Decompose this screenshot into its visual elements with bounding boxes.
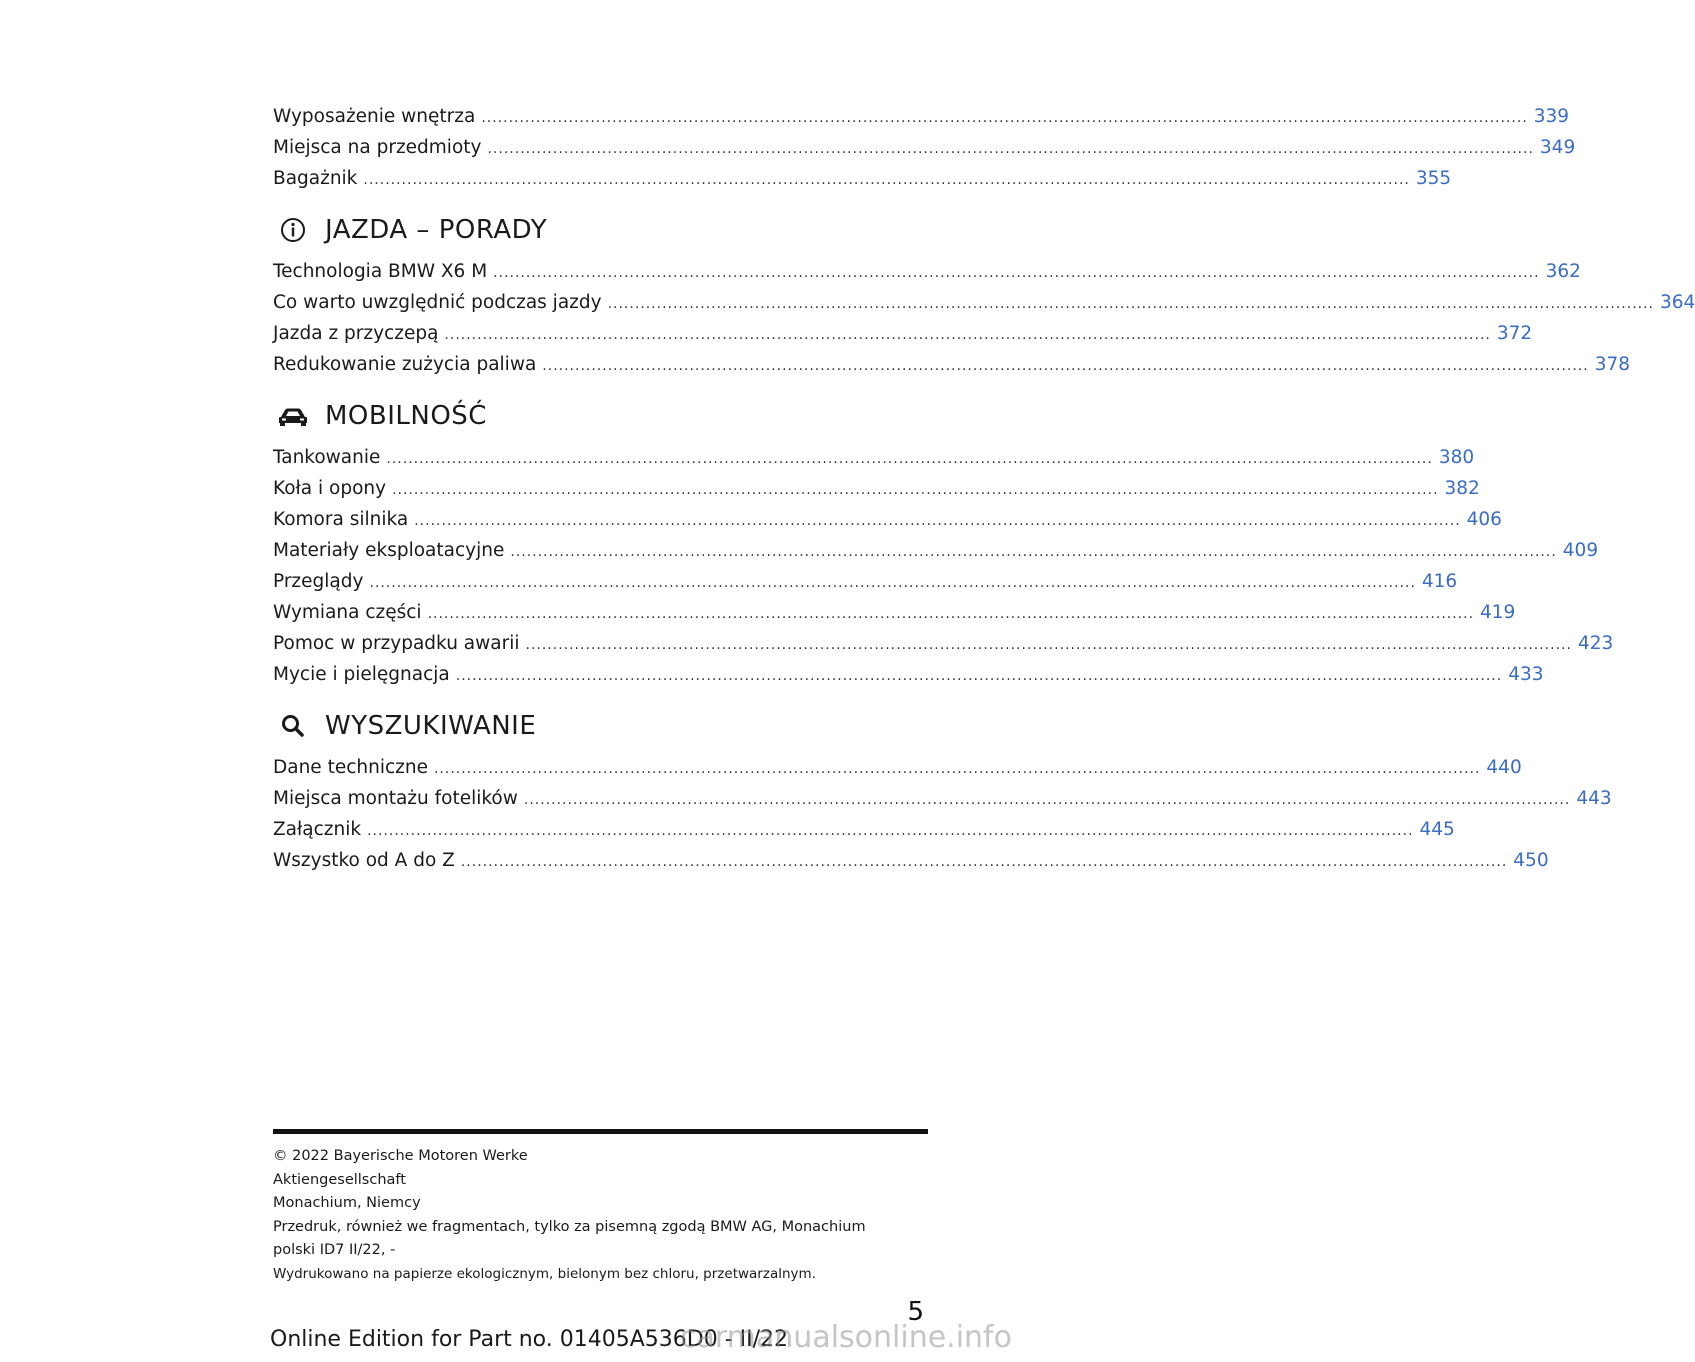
toc-entry-label: Koła i opony	[273, 478, 387, 499]
leader-dots	[428, 599, 1474, 630]
toc-entry-label: Technologia BMW X6 M	[273, 261, 488, 282]
watermark: carmanualsonline.info	[680, 1320, 1012, 1355]
toc-entry-page[interactable]: 339	[1533, 106, 1570, 127]
search-icon	[275, 708, 311, 744]
section-title: MOBILNOŚĆ	[325, 401, 487, 431]
company-line: Aktiengesellschaft	[273, 1171, 406, 1188]
toc-entry[interactable]	[273, 256, 1581, 287]
toc-entry[interactable]	[273, 349, 1631, 380]
toc-entry-page[interactable]: 409	[1562, 540, 1599, 561]
toc-entry-label: Materiały eksploatacyjne	[273, 540, 505, 561]
toc-entry[interactable]	[273, 752, 1522, 783]
toc-entry[interactable]	[273, 628, 1614, 659]
leader-dots	[542, 351, 1588, 382]
leader-dots	[367, 816, 1413, 847]
leader-dots	[392, 475, 1438, 506]
section-title: WYSZUKIWANIE	[325, 711, 537, 741]
toc-entry-label: Wyposażenie wnętrza	[273, 106, 476, 127]
leader-dots	[386, 444, 1432, 475]
toc-entry[interactable]	[273, 163, 1452, 194]
leader-dots	[526, 630, 1572, 661]
leader-dots	[369, 568, 1415, 599]
leader-dots	[434, 754, 1480, 785]
toc-entry[interactable]	[273, 101, 1570, 132]
toc-entry-label: Bagażnik	[273, 168, 358, 189]
toc-entry-label: Pomoc w przypadku awarii	[273, 633, 520, 654]
toc-entry[interactable]	[273, 318, 1533, 349]
toc-entry[interactable]	[273, 504, 1502, 535]
footer-divider	[273, 1129, 928, 1134]
toc-section-interior	[273, 101, 1576, 194]
toc-section-search	[273, 706, 1612, 876]
toc-entry-page[interactable]: 419	[1480, 602, 1516, 623]
leader-dots	[481, 103, 1527, 134]
toc-entry-page[interactable]: 372	[1496, 323, 1533, 344]
page-number: 5	[907, 1297, 924, 1327]
toc-entry-page[interactable]: 450	[1513, 850, 1549, 871]
leader-dots	[608, 289, 1654, 320]
leader-dots	[487, 134, 1533, 165]
leader-dots	[510, 537, 1556, 568]
leader-dots	[461, 847, 1507, 878]
online-edition-label: Online Edition for Part no. 01405A536D0 - II/22	[270, 1327, 789, 1352]
toc-entry[interactable]	[273, 287, 1695, 318]
toc-entry[interactable]	[273, 535, 1599, 566]
toc-section-mobility	[273, 396, 1614, 690]
toc-entry-page[interactable]: 378	[1594, 354, 1631, 375]
copyright-line: © 2022 Bayerische Motoren Werke	[273, 1148, 528, 1164]
toc-entry-label: Wymiana części	[273, 602, 422, 623]
toc-entry-label: Co warto uwzględnić podczas jazdy	[273, 292, 602, 313]
imprint	[273, 1145, 928, 1286]
toc-entry-page[interactable]: 349	[1539, 137, 1576, 158]
section-heading	[273, 396, 928, 436]
leader-dots	[493, 258, 1539, 289]
toc-entry-label: Załącznik	[273, 819, 362, 840]
toc-entry[interactable]	[273, 132, 1576, 163]
toc-entry-page[interactable]: 423	[1577, 633, 1614, 654]
toc-entry[interactable]	[273, 597, 1516, 628]
toc-entry-page[interactable]: 416	[1421, 571, 1458, 592]
toc-entry-label: Miejsca na przedmioty	[273, 137, 482, 158]
toc-entry-page[interactable]: 406	[1466, 509, 1502, 530]
toc-entry-label: Miejsca montażu fotelików	[273, 788, 518, 809]
toc-entry-page[interactable]: 364	[1660, 292, 1695, 313]
toc-entry-page[interactable]: 443	[1576, 788, 1612, 809]
toc-entry-label: Komora silnika	[273, 509, 409, 530]
car-icon	[275, 398, 311, 434]
leader-dots	[444, 320, 1490, 351]
toc-entry-label: Jazda z przyczepą	[273, 323, 439, 344]
toc-entry[interactable]	[273, 845, 1549, 876]
info-icon	[275, 212, 311, 248]
edition-id: polski ID7 II/22, -	[273, 1242, 396, 1258]
toc-entry-label: Tankowanie	[273, 447, 381, 468]
toc-entry-page[interactable]: 445	[1419, 819, 1455, 840]
leader-dots	[363, 165, 1409, 196]
toc-entry-page[interactable]: 440	[1486, 757, 1522, 778]
reprint-notice: Przedruk, również we fragmentach, tylko za pisemną zgodą BMW AG, Monachium	[273, 1218, 866, 1235]
toc-entry[interactable]	[273, 442, 1475, 473]
toc-entry-label: Wszystko od A do Z	[273, 850, 455, 871]
toc-entry-page[interactable]: 433	[1508, 664, 1544, 685]
toc-entry[interactable]	[273, 783, 1612, 814]
table-of-contents	[273, 101, 1695, 876]
toc-entry[interactable]	[273, 814, 1455, 845]
toc-entry[interactable]	[273, 566, 1458, 597]
toc-entry[interactable]	[273, 473, 1480, 504]
toc-entry-page[interactable]: 382	[1444, 478, 1480, 499]
toc-section-driving-tips	[273, 210, 1695, 380]
toc-entry-label: Dane techniczne	[273, 757, 428, 778]
section-heading	[273, 706, 928, 746]
toc-entry[interactable]	[273, 659, 1544, 690]
toc-entry-label: Mycie i pielęgnacja	[273, 664, 450, 685]
leader-dots	[414, 506, 1460, 537]
paper-notice: Wydrukowano na papierze ekologicznym, bielonym bez chloru, przetwarzalnym.	[273, 1265, 816, 1282]
section-title: JAZDA – PORADY	[325, 215, 548, 245]
toc-entry-page[interactable]: 362	[1545, 261, 1581, 282]
toc-entry-label: Redukowanie zużycia paliwa	[273, 354, 537, 375]
toc-entry-label: Przeglądy	[273, 571, 364, 592]
leader-dots	[456, 661, 1502, 692]
section-heading	[273, 210, 928, 250]
location-line: Monachium, Niemcy	[273, 1195, 421, 1211]
leader-dots	[524, 785, 1570, 816]
toc-entry-page[interactable]: 355	[1415, 168, 1452, 189]
toc-entry-page[interactable]: 380	[1438, 447, 1475, 468]
